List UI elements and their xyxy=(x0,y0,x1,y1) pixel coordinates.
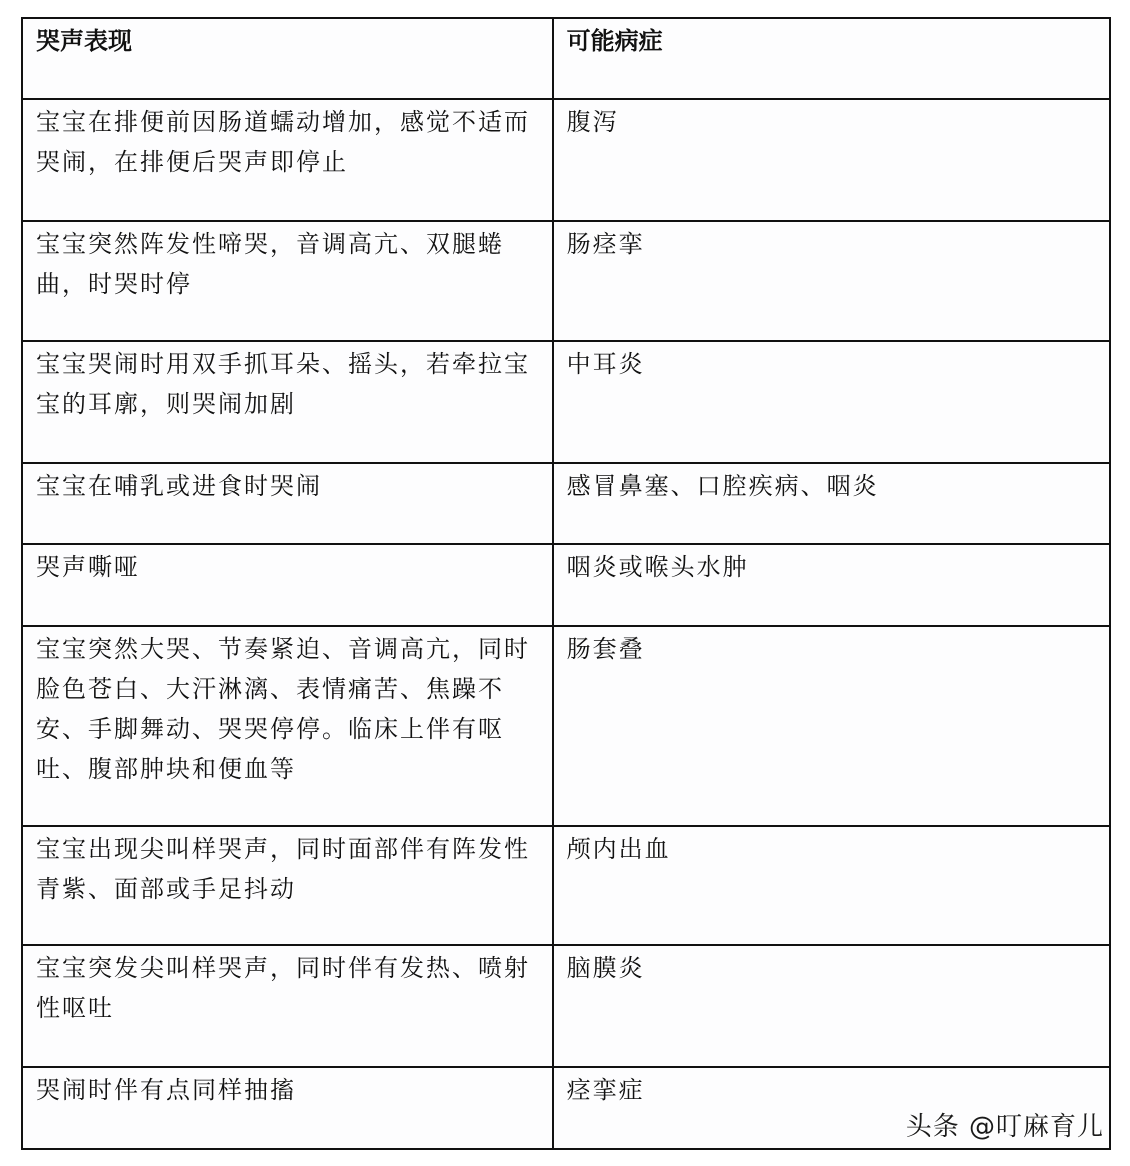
cry-cell: 哭声嘶哑 xyxy=(22,544,553,626)
condition-cell: 咽炎或喉头水肿 xyxy=(553,544,1110,626)
condition-cell: 中耳炎 xyxy=(553,341,1110,463)
cry-cell: 宝宝在排便前因肠道蠕动增加，感觉不适而哭闹，在排便后哭声即停止 xyxy=(22,99,553,221)
cry-cell: 宝宝突发尖叫样哭声，同时伴有发热、喷射性呕吐 xyxy=(22,945,553,1067)
header-possible-condition: 可能病症 xyxy=(553,18,1110,99)
condition-cell: 感冒鼻塞、口腔疾病、咽炎 xyxy=(553,463,1110,544)
table-header-row xyxy=(22,18,1110,99)
table-row xyxy=(22,463,1110,544)
condition-cell: 肠套叠 xyxy=(553,626,1110,826)
cry-cell: 宝宝哭闹时用双手抓耳朵、摇头，若牵拉宝宝的耳廓，则哭闹加剧 xyxy=(22,341,553,463)
table-row xyxy=(22,626,1110,826)
cry-symptom-table xyxy=(21,17,1111,1150)
header-cry-manifestation: 哭声表现 xyxy=(22,18,553,99)
watermark: 头条 @叮麻育儿 xyxy=(905,1112,1104,1142)
condition-cell: 颅内出血 xyxy=(553,826,1110,945)
cry-cell: 宝宝在哺乳或进食时哭闹 xyxy=(22,463,553,544)
condition-cell: 痉挛症 xyxy=(553,1067,1110,1149)
cry-cell: 宝宝突然阵发性啼哭，音调高亢、双腿蜷曲，时哭时停 xyxy=(22,221,553,341)
table-row xyxy=(22,221,1110,341)
table-row xyxy=(22,99,1110,221)
table-row xyxy=(22,544,1110,626)
condition-cell: 肠痉挛 xyxy=(553,221,1110,341)
cry-cell: 宝宝出现尖叫样哭声，同时面部伴有阵发性青紫、面部或手足抖动 xyxy=(22,826,553,945)
table-row xyxy=(22,945,1110,1067)
condition-cell: 脑膜炎 xyxy=(553,945,1110,1067)
cry-cell: 哭闹时伴有点同样抽搐 xyxy=(22,1067,553,1149)
condition-cell: 腹泻 xyxy=(553,99,1110,221)
cry-cell: 宝宝突然大哭、节奏紧迫、音调高亢，同时脸色苍白、大汗淋漓、表情痛苦、焦躁不安、手脚舞动、哭哭停停。临床上伴有呕吐、腹部肿块和便血等 xyxy=(22,626,553,826)
table-row xyxy=(22,341,1110,463)
table-row xyxy=(22,826,1110,945)
